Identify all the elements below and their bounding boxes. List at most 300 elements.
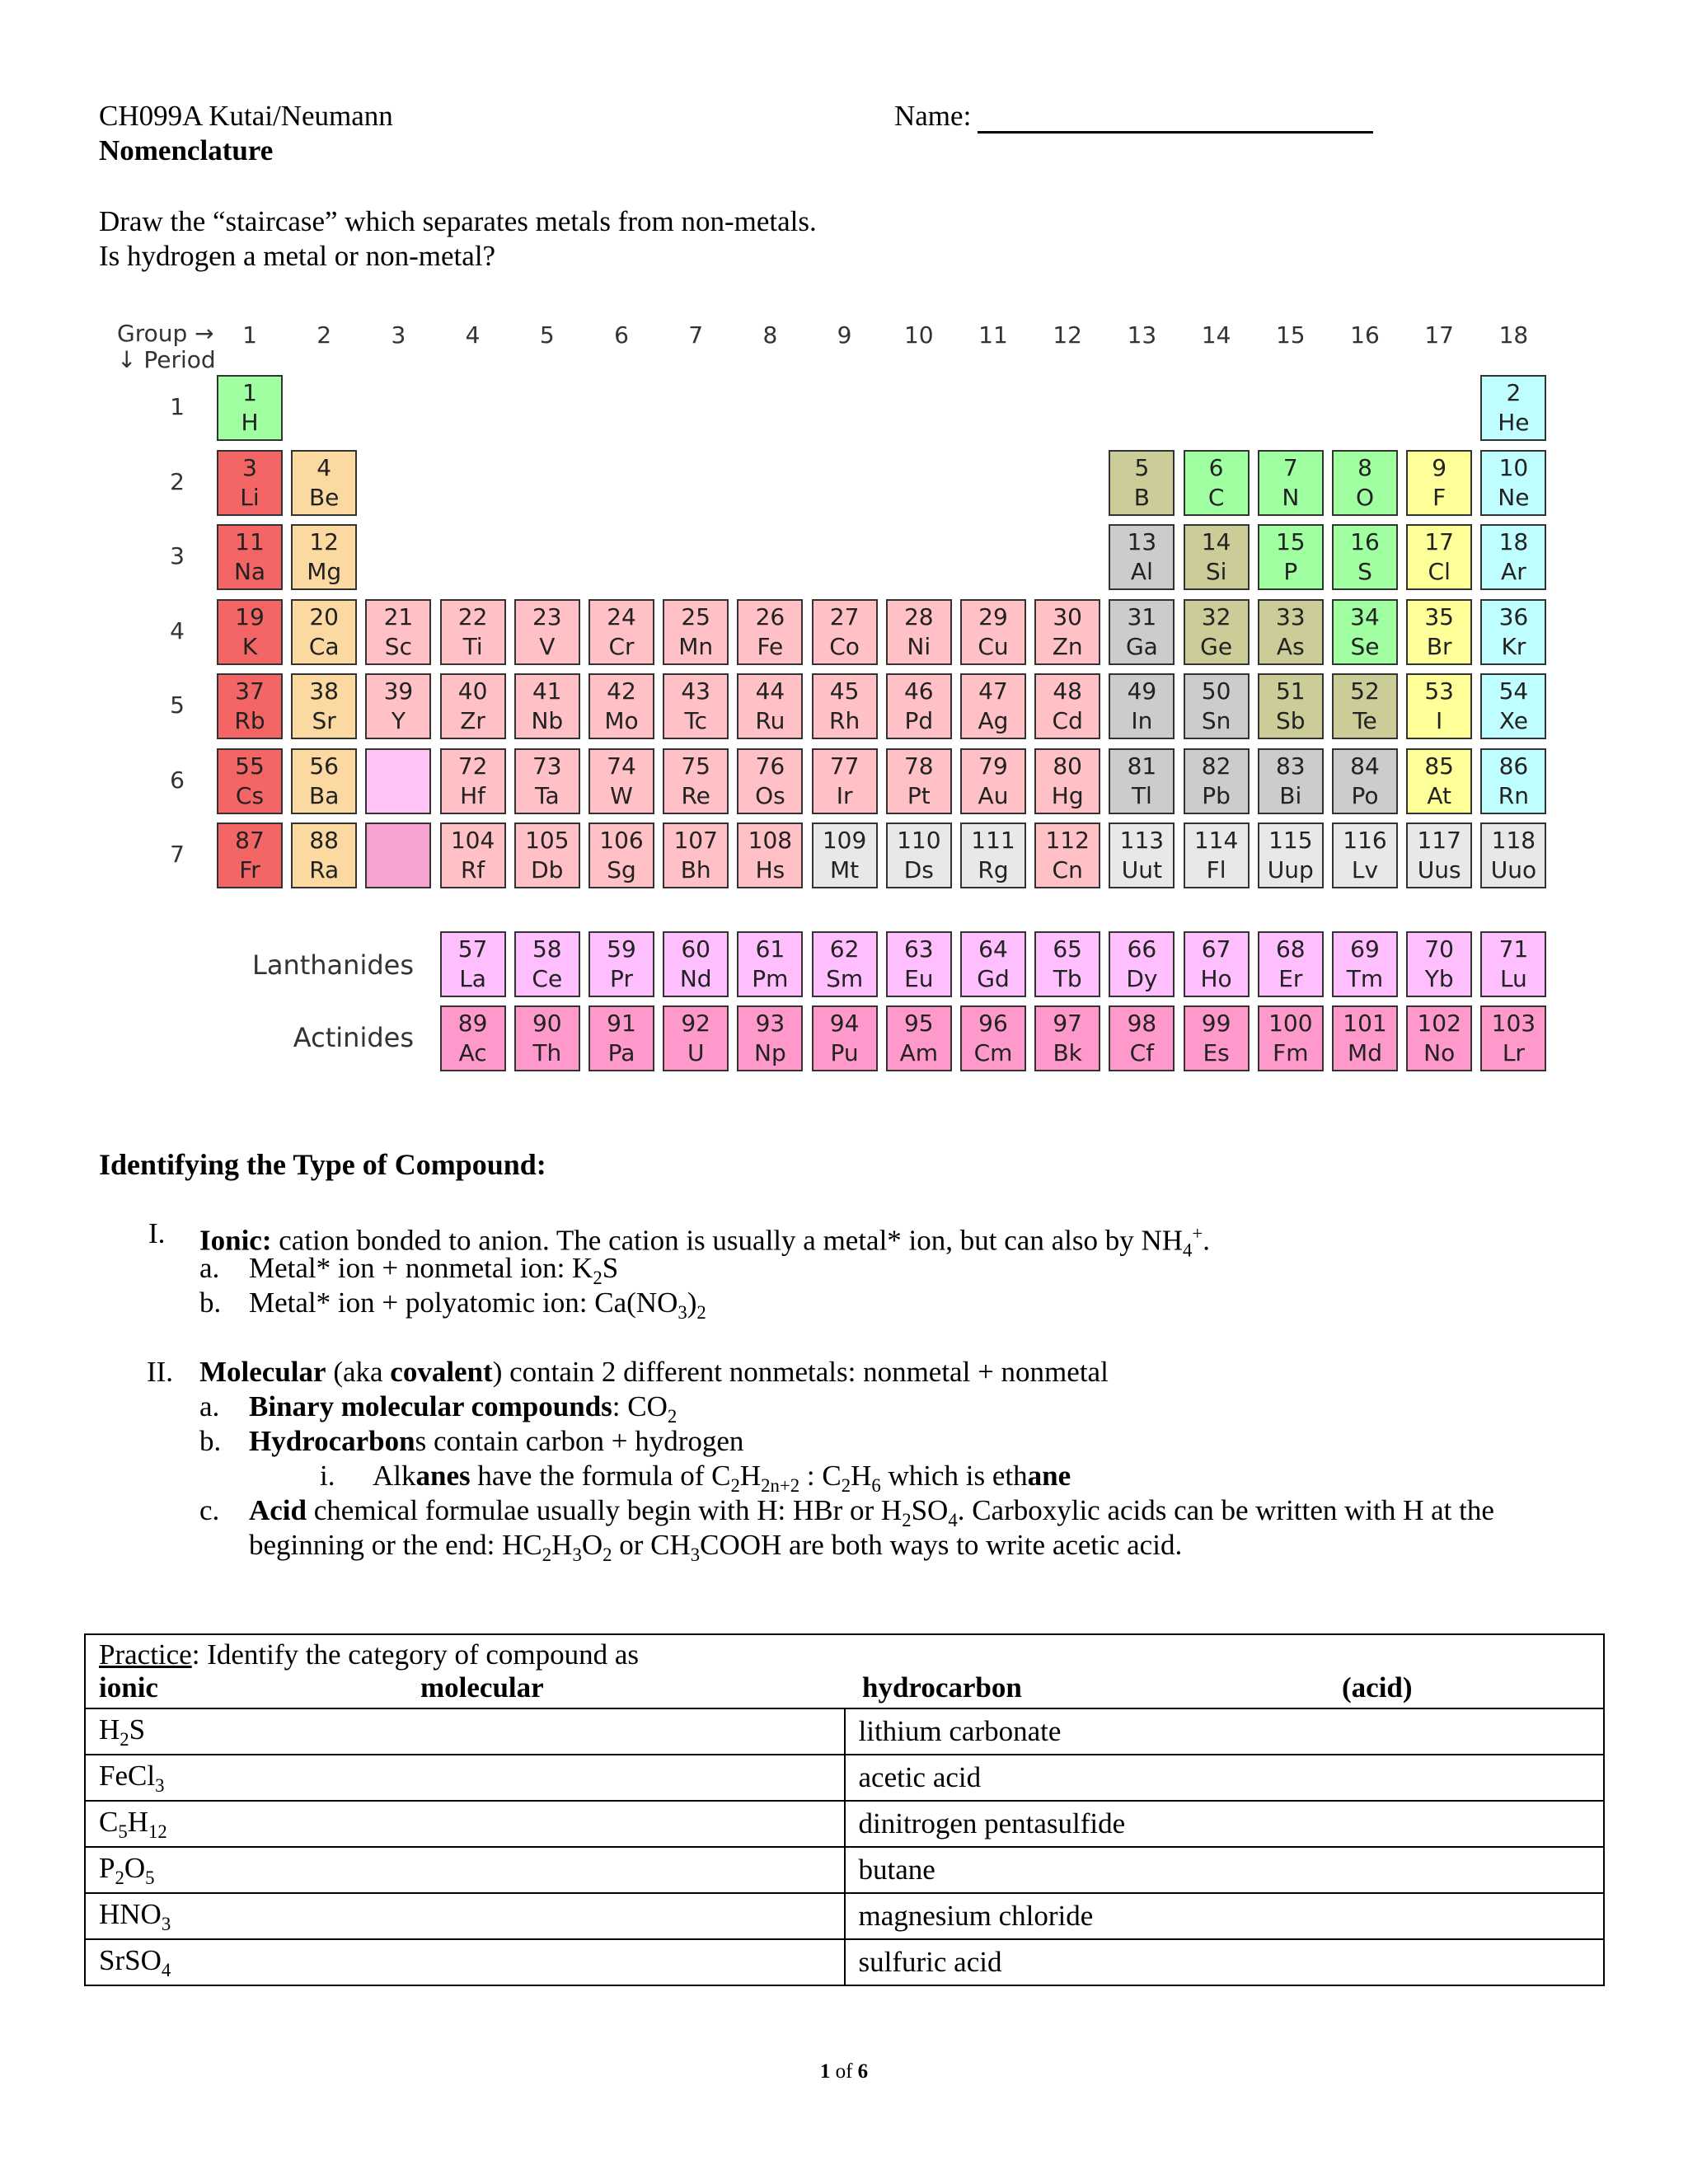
atomic-number: 10: [1498, 453, 1529, 481]
element-Tc: [663, 673, 729, 739]
atomic-number: 108: [748, 827, 793, 854]
practice-formula-cell[interactable]: [85, 1801, 845, 1847]
acid-l2-sub1: 2: [542, 1544, 552, 1565]
element-symbol: F: [1432, 483, 1447, 511]
ionic-a: [199, 1251, 219, 1286]
element-B: [1109, 450, 1175, 516]
ionic-a-letter: a.: [199, 1252, 220, 1284]
atomic-number: 85: [1424, 752, 1454, 780]
element-Cm: [960, 1005, 1026, 1071]
atomic-number: 35: [1424, 602, 1454, 630]
atomic-number: 51: [1275, 677, 1306, 705]
element-symbol: Tc: [684, 707, 708, 734]
element-Zr: [440, 673, 506, 739]
actinides-label: Actinides: [293, 1022, 414, 1053]
element-Lr: [1480, 1005, 1546, 1071]
formula-part: HNO: [99, 1897, 162, 1930]
element-Nb: [514, 673, 580, 739]
practice-name-cell[interactable]: [845, 1847, 1605, 1893]
atomic-number: 27: [829, 602, 860, 630]
element-symbol: Y: [391, 707, 406, 734]
atomic-number: 16: [1350, 528, 1380, 555]
page-of: of: [830, 2060, 858, 2083]
element-As: [1258, 599, 1324, 665]
practice-formula-cell[interactable]: [85, 1708, 845, 1755]
practice-formula-cell[interactable]: [85, 1847, 845, 1893]
atomic-number: 7: [1282, 453, 1298, 481]
element-symbol: Al: [1130, 558, 1153, 585]
atomic-number: 5: [1134, 453, 1150, 481]
element-symbol: Nd: [679, 965, 712, 992]
element-Kr: [1480, 599, 1546, 665]
element-placeholder: [365, 748, 431, 814]
atomic-number: 107: [673, 827, 718, 854]
element-He: [1480, 375, 1546, 441]
atomic-number: 30: [1053, 602, 1082, 630]
atomic-number: 89: [457, 1010, 488, 1037]
element-symbol: Ag: [978, 707, 1009, 734]
practice-title-underlined: Practice: [99, 1638, 192, 1671]
atomic-number: 62: [829, 935, 860, 963]
element-Mo: [588, 673, 654, 739]
atomic-number: 43: [681, 677, 710, 705]
element-placeholder: [365, 823, 431, 888]
ionic-b-sub1: 3: [678, 1302, 687, 1323]
ethane-sub1: 2: [841, 1475, 851, 1496]
element-symbol: Am: [899, 1039, 939, 1066]
atomic-number: 46: [903, 677, 934, 705]
element-Na: [217, 524, 283, 590]
period-number-3: 3: [170, 542, 185, 569]
element-Pa: [588, 1005, 654, 1071]
acid-l2-sub4: 3: [690, 1544, 701, 1565]
element-Lu: [1480, 931, 1546, 997]
element-symbol: Ar: [1501, 558, 1526, 585]
element-symbol: Bk: [1053, 1039, 1082, 1066]
element-symbol: Ta: [534, 781, 560, 809]
group-number-8: 8: [762, 321, 778, 349]
element-Se: [1332, 599, 1398, 665]
molecular-i: [320, 1459, 335, 1493]
alkane-h: H: [739, 1460, 762, 1492]
group-number-9: 9: [837, 321, 852, 349]
element-At: [1406, 748, 1472, 814]
element-U: [663, 1005, 729, 1071]
acid-l2c: O: [581, 1529, 603, 1561]
group-number-11: 11: [978, 321, 1008, 349]
element-symbol: Co: [829, 632, 860, 660]
practice-title: [99, 1638, 1590, 1671]
element-Be: [291, 450, 357, 516]
element-Y: [365, 673, 431, 739]
element-Au: [960, 748, 1026, 814]
group-number-17: 17: [1424, 321, 1454, 349]
atomic-number: 56: [309, 752, 339, 780]
element-Am: [886, 1005, 952, 1071]
compound-name: magnesium chloride: [858, 1900, 1094, 1932]
acid-l2-sub3: 2: [603, 1544, 612, 1565]
element-Fm: [1258, 1005, 1324, 1071]
element-Pu: [812, 1005, 878, 1071]
atomic-number: 11: [235, 528, 265, 555]
molecular-aka-open: (aka: [326, 1356, 391, 1388]
element-Ba: [291, 748, 357, 814]
molecular-a-bold: Binary molecular compounds: [249, 1390, 612, 1422]
period-number-2: 2: [170, 467, 185, 495]
atomic-number: 75: [681, 752, 710, 780]
practice-row: [85, 1708, 1604, 1755]
element-symbol: Uut: [1121, 856, 1162, 883]
element-Ne: [1480, 450, 1546, 516]
element-symbol: At: [1427, 781, 1451, 809]
element-symbol: Ir: [836, 781, 853, 809]
atomic-number: 13: [1127, 528, 1157, 555]
acid-sub2: 4: [948, 1510, 958, 1530]
element-symbol: Yb: [1424, 965, 1454, 992]
compound-name: dinitrogen pentasulfide: [858, 1807, 1126, 1840]
element-Cr: [588, 599, 654, 665]
element-symbol: Ra: [309, 856, 340, 883]
practice-row: [85, 1939, 1604, 1985]
element-symbol: Hf: [460, 781, 486, 809]
element-Rb: [217, 673, 283, 739]
element-symbol: Kr: [1501, 632, 1526, 660]
element-Ir: [812, 748, 878, 814]
anes-bold: anes: [415, 1460, 471, 1492]
formula-part: H: [127, 1805, 149, 1838]
element-symbol: U: [687, 1039, 705, 1066]
element-symbol: Tm: [1346, 965, 1384, 992]
ionic-a-sub: 2: [593, 1268, 603, 1288]
page-number: 1: [819, 2060, 831, 2083]
element-symbol: Ne: [1498, 483, 1530, 511]
atomic-number: 97: [1053, 1010, 1082, 1037]
atomic-number: 32: [1201, 602, 1231, 630]
molecular-c-line2: [249, 1528, 1182, 1572]
element-Ac: [440, 1005, 506, 1071]
element-Hg: [1034, 748, 1100, 814]
atomic-number: 57: [457, 935, 488, 963]
molecular-aka-bold: covalent: [390, 1356, 493, 1388]
element-symbol: O: [1355, 483, 1375, 511]
atomic-number: 82: [1201, 752, 1231, 780]
practice-name-cell[interactable]: [845, 1708, 1605, 1755]
alkane-sub2: 2n+2: [761, 1475, 800, 1496]
group-axis-label: Group →: [117, 320, 214, 347]
atomic-number: 91: [607, 1010, 636, 1037]
atomic-number: 6: [1208, 453, 1224, 481]
atomic-number: 114: [1193, 827, 1239, 854]
element-Cn: [1034, 823, 1100, 888]
page-footer: [0, 2060, 1688, 2083]
element-symbol: Rg: [978, 856, 1009, 883]
element-Nd: [663, 931, 729, 997]
element-Eu: [886, 931, 952, 997]
element-symbol: Te: [1353, 707, 1377, 734]
element-Co: [812, 599, 878, 665]
element-Pt: [886, 748, 952, 814]
atomic-number: 66: [1127, 935, 1157, 963]
atomic-number: 92: [681, 1010, 710, 1037]
group-number-5: 5: [539, 321, 555, 349]
element-symbol: Xe: [1498, 707, 1528, 734]
acid-l2e: COOH are both ways to write acetic acid.: [700, 1529, 1183, 1561]
acid-so: SO: [911, 1494, 949, 1526]
atomic-number: 102: [1417, 1010, 1461, 1037]
molecular-a-sub: 2: [667, 1406, 678, 1427]
atomic-number: 60: [681, 935, 710, 963]
atomic-number: 14: [1201, 528, 1231, 555]
atomic-number: 44: [755, 677, 785, 705]
atomic-number: 110: [897, 827, 941, 854]
element-Sg: [588, 823, 654, 888]
atomic-number: 19: [235, 602, 265, 630]
molecular-aka-rest: ) contain 2 different nonmetals: nonmetal + nonmetal: [492, 1356, 1109, 1388]
atomic-number: 67: [1201, 935, 1231, 963]
molecular-roman-text: II.: [147, 1356, 174, 1388]
element-Gd: [960, 931, 1026, 997]
element-Uut: [1109, 823, 1175, 888]
acid-l2-sub2: 3: [572, 1544, 582, 1565]
element-symbol: W: [610, 781, 633, 809]
atomic-number: 33: [1275, 602, 1306, 630]
atomic-number: 17: [1424, 528, 1454, 555]
period-number-5: 5: [170, 691, 185, 719]
formula-part: 5: [145, 1867, 155, 1888]
element-Cf: [1109, 1005, 1175, 1071]
atomic-number: 64: [978, 935, 1008, 963]
atomic-number: 80: [1053, 752, 1082, 780]
element-Cl: [1406, 524, 1472, 590]
atomic-number: 38: [309, 677, 339, 705]
atomic-number: 18: [1498, 528, 1529, 555]
element-symbol: Br: [1426, 632, 1452, 660]
element-symbol: Sr: [312, 707, 336, 734]
element-symbol: Cr: [608, 632, 635, 660]
atomic-number: 59: [607, 935, 636, 963]
formula-part: S: [129, 1713, 146, 1746]
element-Re: [663, 748, 729, 814]
element-N: [1258, 450, 1324, 516]
atomic-number: 41: [532, 677, 562, 705]
atomic-number: 22: [457, 602, 488, 630]
group-number-18: 18: [1498, 321, 1529, 349]
element-symbol: Ds: [903, 856, 934, 883]
element-symbol: Er: [1278, 965, 1303, 992]
atomic-number: 87: [235, 827, 265, 854]
element-symbol: Cm: [973, 1039, 1013, 1066]
atomic-number: 116: [1343, 827, 1387, 854]
alkane-formula-text: have the formula of C: [470, 1460, 731, 1492]
ionic-b: [199, 1286, 221, 1320]
group-number-15: 15: [1275, 321, 1306, 349]
element-symbol: B: [1133, 483, 1150, 511]
element-symbol: H: [241, 409, 259, 436]
element-symbol: Pa: [607, 1039, 635, 1066]
formula-part: 4: [161, 1959, 171, 1980]
element-symbol: Bh: [680, 856, 711, 883]
atomic-number: 34: [1350, 602, 1380, 630]
practice-name-cell[interactable]: [845, 1801, 1605, 1847]
element-symbol: Uup: [1267, 856, 1314, 883]
element-symbol: Cd: [1052, 707, 1083, 734]
acid-text3: . Carboxylic acids can be written with H at the: [957, 1494, 1494, 1526]
element-Ho: [1184, 931, 1250, 997]
element-symbol: He: [1498, 409, 1530, 436]
element-symbol: Au: [978, 781, 1009, 809]
element-symbol: Tb: [1053, 965, 1082, 992]
practice-formula-cell[interactable]: [85, 1893, 845, 1939]
element-Ta: [514, 748, 580, 814]
element-symbol: Na: [233, 558, 266, 585]
practice-name-cell[interactable]: [845, 1893, 1605, 1939]
ionic-roman: I.: [148, 1217, 166, 1249]
atomic-number: 74: [607, 752, 636, 780]
element-symbol: Pt: [907, 781, 931, 809]
element-symbol: Os: [755, 781, 785, 809]
element-Es: [1184, 1005, 1250, 1071]
element-symbol: Be: [308, 483, 340, 511]
molecular-b-bold: Hydrocarbon: [249, 1425, 415, 1457]
atomic-number: 23: [532, 602, 562, 630]
ionic-sup: +: [1192, 1223, 1203, 1244]
acid-l2a: beginning or the end: HC: [249, 1529, 542, 1561]
element-Cs: [217, 748, 283, 814]
atomic-number: 109: [822, 827, 867, 854]
atomic-number: 50: [1201, 677, 1231, 705]
practice-row: [85, 1847, 1604, 1893]
element-symbol: Sn: [1201, 707, 1231, 734]
acid-l2d: or CH: [612, 1529, 691, 1561]
atomic-number: 55: [235, 752, 265, 780]
atomic-number: 104: [450, 827, 495, 854]
element-symbol: La: [459, 965, 486, 992]
formula-part: 12: [148, 1821, 167, 1842]
element-Bk: [1034, 1005, 1100, 1071]
element-Hf: [440, 748, 506, 814]
category-ionic: ionic: [99, 1671, 158, 1704]
element-Tm: [1332, 931, 1398, 997]
element-No: [1406, 1005, 1472, 1071]
period-number-6: 6: [170, 766, 185, 794]
element-symbol: Cf: [1129, 1039, 1155, 1066]
formula-part: 3: [155, 1774, 165, 1796]
element-Pr: [588, 931, 654, 997]
period-number-1: 1: [170, 393, 185, 420]
element-symbol: C: [1207, 483, 1225, 511]
element-symbol: Eu: [904, 965, 934, 992]
atomic-number: 84: [1350, 752, 1380, 780]
atomic-number: 79: [978, 752, 1008, 780]
practice-name-cell[interactable]: [845, 1755, 1605, 1801]
formula-part: SrSO: [99, 1943, 162, 1976]
element-H: [217, 375, 283, 441]
element-Ge: [1184, 599, 1250, 665]
ionic-b-main: Metal* ion + polyatomic ion: Ca(NO: [249, 1286, 678, 1319]
group-number-7: 7: [688, 321, 704, 349]
element-symbol: Po: [1351, 781, 1379, 809]
element-symbol: Mo: [604, 707, 639, 734]
element-symbol: As: [1276, 632, 1305, 660]
element-symbol: Sc: [384, 632, 412, 660]
element-La: [440, 931, 506, 997]
ane-bold: ane: [1027, 1460, 1071, 1492]
acid-bold: Acid: [249, 1494, 307, 1526]
element-S: [1332, 524, 1398, 590]
element-symbol: Pb: [1202, 781, 1231, 809]
instruction-line-1: Draw the “staircase” which separates metals from non-metals.: [99, 205, 817, 237]
element-symbol: Fe: [757, 632, 784, 660]
compound-name: acetic acid: [858, 1761, 982, 1793]
element-symbol: Np: [754, 1039, 786, 1066]
element-symbol: Es: [1203, 1039, 1230, 1066]
formula-part: 5: [118, 1821, 128, 1842]
element-symbol: Pr: [610, 965, 633, 992]
atomic-number: 42: [607, 677, 636, 705]
atomic-number: 25: [681, 602, 710, 630]
element-Rf: [440, 823, 506, 888]
element-symbol: Ho: [1200, 965, 1232, 992]
element-symbol: Pm: [752, 965, 789, 992]
practice-name-cell[interactable]: [845, 1939, 1605, 1985]
atomic-number: 76: [755, 752, 785, 780]
element-In: [1109, 673, 1175, 739]
element-Md: [1332, 1005, 1398, 1071]
atomic-number: 3: [242, 453, 257, 481]
atomic-number: 72: [457, 752, 488, 780]
formula-part: P: [99, 1851, 115, 1884]
element-Bi: [1258, 748, 1324, 814]
element-Er: [1258, 931, 1324, 997]
element-Sn: [1184, 673, 1250, 739]
atomic-number: 71: [1498, 935, 1529, 963]
element-symbol: Ac: [458, 1039, 487, 1066]
atomic-number: 9: [1432, 453, 1447, 481]
molecular-b: [199, 1424, 221, 1459]
element-symbol: No: [1423, 1039, 1456, 1066]
atomic-number: 2: [1506, 379, 1522, 406]
element-symbol: Pd: [904, 707, 934, 734]
group-number-13: 13: [1127, 321, 1157, 349]
element-symbol: Zn: [1052, 632, 1083, 660]
practice-formula-cell[interactable]: [85, 1939, 845, 1985]
practice-header-row: [85, 1634, 1604, 1708]
element-Os: [737, 748, 803, 814]
element-symbol: Sm: [826, 965, 864, 992]
element-Uuo: [1480, 823, 1546, 888]
atomic-number: 37: [235, 677, 265, 705]
atomic-number: 101: [1343, 1010, 1387, 1037]
ionic-line: [148, 1216, 165, 1251]
element-V: [514, 599, 580, 665]
element-Yb: [1406, 931, 1472, 997]
ionic-b-mid: ): [687, 1286, 697, 1319]
group-number-1: 1: [242, 321, 257, 349]
molecular-definition: [199, 1355, 1109, 1390]
formula-part: 2: [120, 1728, 129, 1750]
element-symbol: Mg: [307, 558, 342, 585]
atomic-number: 12: [309, 528, 339, 555]
element-symbol: Uus: [1417, 856, 1461, 883]
atomic-number: 68: [1275, 935, 1306, 963]
practice-formula-cell[interactable]: [85, 1755, 845, 1801]
element-C: [1184, 450, 1250, 516]
atomic-number: 4: [316, 453, 332, 481]
element-symbol: S: [1357, 558, 1372, 585]
atomic-number: 81: [1127, 752, 1157, 780]
element-symbol: Se: [1350, 632, 1380, 660]
atomic-number: 83: [1275, 752, 1306, 780]
